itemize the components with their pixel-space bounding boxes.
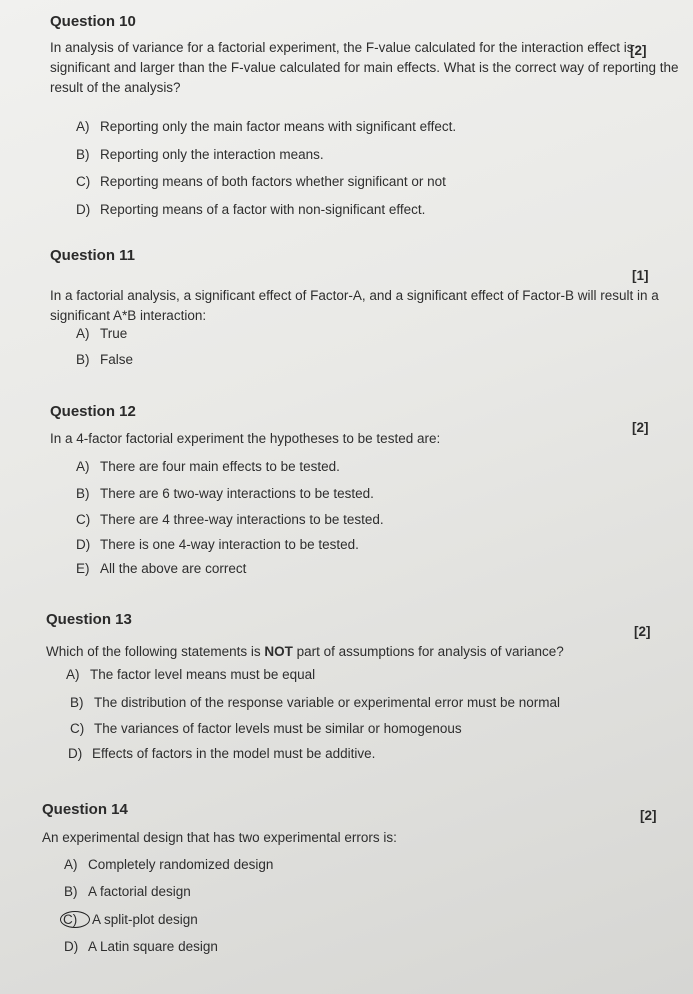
option-letter: D)	[64, 939, 79, 954]
option-letter: D)	[76, 537, 91, 552]
option-letter: C)	[76, 512, 91, 527]
option-text: There are four main effects to be tested.	[100, 459, 340, 474]
question-stem	[46, 642, 646, 662]
question-marks: [2]	[630, 43, 647, 58]
option-text: The factor level means must be equal	[90, 667, 316, 682]
option-text: Reporting only the main factor means with significant effect.	[100, 119, 457, 134]
option-d[interactable]	[68, 746, 375, 761]
option-letter: C)	[70, 721, 85, 736]
option-text: Reporting means of a factor with non-significant effect.	[100, 202, 426, 217]
question-stem: In a 4-factor factorial experiment the hypotheses to be tested are:	[50, 431, 441, 446]
option-a[interactable]	[76, 326, 127, 341]
option-b[interactable]	[70, 695, 560, 710]
stem-text: Which of the following statements is	[46, 644, 265, 659]
option-text: Effects of factors in the model must be additive.	[92, 746, 376, 761]
option-e[interactable]	[76, 561, 246, 576]
option-letter: A)	[76, 459, 90, 474]
option-letter: B)	[64, 884, 78, 899]
option-text: Completely randomized design	[88, 857, 274, 872]
option-letter: A)	[76, 326, 90, 341]
question-title: Question 10	[50, 13, 136, 30]
question-title: Question 14	[42, 801, 128, 818]
option-letter: C)	[60, 911, 90, 928]
option-d[interactable]	[76, 202, 425, 217]
option-letter: B)	[76, 147, 90, 162]
option-letter: D)	[76, 202, 91, 217]
question-stem: An experimental design that has two experimental errors is:	[42, 830, 397, 845]
option-text: The distribution of the response variable or experimental error must be normal	[94, 695, 560, 710]
option-a[interactable]	[64, 857, 273, 872]
question-marks: [2]	[634, 624, 651, 639]
question-title: Question 13	[46, 611, 132, 628]
option-text: True	[100, 326, 128, 341]
option-d[interactable]	[76, 537, 359, 552]
option-text: A factorial design	[88, 884, 191, 899]
option-b[interactable]	[76, 486, 374, 501]
option-text: All the above are correct	[100, 561, 247, 576]
stem-emphasis: NOT	[264, 644, 293, 659]
option-text: There are 4 three-way interactions to be tested.	[100, 512, 384, 527]
option-d[interactable]	[64, 939, 218, 954]
option-letter: C)	[76, 174, 91, 189]
option-text: There is one 4-way interaction to be tested.	[100, 537, 359, 552]
option-a[interactable]	[76, 459, 340, 474]
question-stem: In a factorial analysis, a significant effect of Factor-A, and a significant effect of Factor-B will result in a significant A*B interaction:	[50, 288, 659, 323]
option-a[interactable]	[76, 119, 456, 134]
option-letter: D)	[68, 746, 83, 761]
option-letter: B)	[76, 486, 90, 501]
option-text: A split-plot design	[92, 912, 198, 927]
option-c[interactable]	[64, 911, 198, 928]
question-title: Question 11	[50, 247, 136, 264]
option-b[interactable]	[76, 352, 133, 367]
option-b[interactable]	[64, 884, 191, 899]
option-letter: B)	[70, 695, 84, 710]
question-marks: [2]	[632, 420, 649, 435]
question-marks: [2]	[640, 808, 657, 823]
option-letter: E)	[76, 561, 90, 576]
option-letter: A)	[66, 667, 80, 682]
option-c[interactable]	[76, 512, 384, 527]
question-stem: In analysis of variance for a factorial experiment, the F-value calculated for the interaction effect is significant and larger than the F-value calculated for main effects. What is the correct way of reporting the result of the analysis?	[50, 40, 679, 95]
option-text: False	[100, 352, 134, 367]
option-text: There are 6 two-way interactions to be tested.	[100, 486, 374, 501]
option-text: Reporting only the interaction means.	[100, 147, 324, 162]
option-letter: B)	[76, 352, 90, 367]
option-text: Reporting means of both factors whether significant or not	[100, 174, 446, 189]
option-letter: A)	[64, 857, 78, 872]
option-text: The variances of factor levels must be similar or homogenous	[94, 721, 462, 736]
option-text: A Latin square design	[88, 939, 218, 954]
option-a[interactable]	[66, 667, 315, 682]
option-c[interactable]	[76, 174, 446, 189]
option-b[interactable]	[76, 147, 324, 162]
stem-text: part of assumptions for analysis of variance?	[292, 644, 564, 659]
option-letter: A)	[76, 119, 90, 134]
question-title: Question 12	[50, 403, 136, 420]
question-marks: [1]	[632, 268, 649, 283]
option-c[interactable]	[70, 721, 462, 736]
